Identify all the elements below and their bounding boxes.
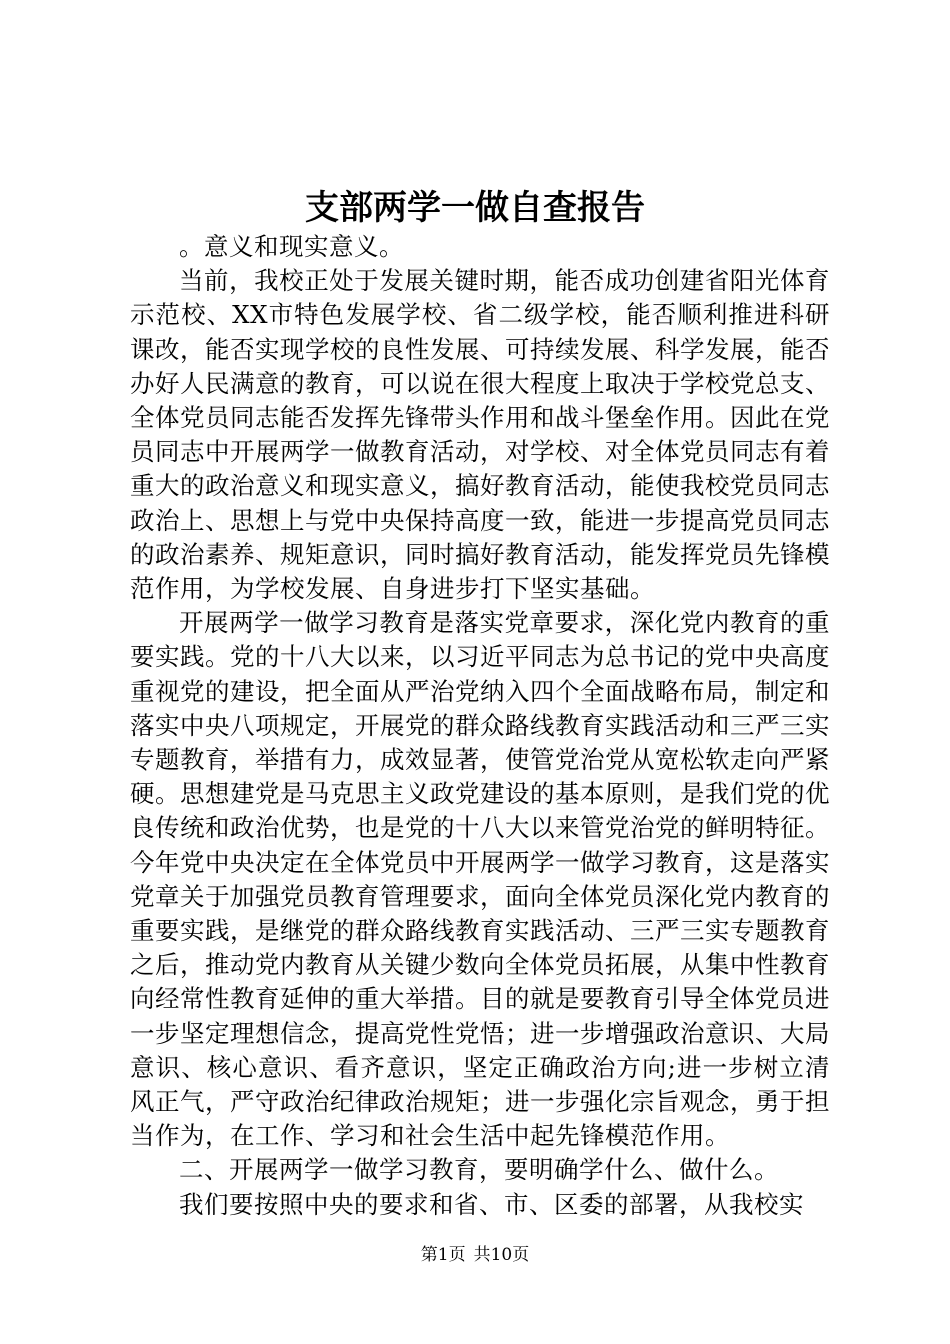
paragraph-1: 。意义和现实意义。 [179, 232, 404, 261]
paragraph-2: 当前，我校正处于发展关键时期，能否成功创建省阳光体育示范校、XX市特色发展学校、省二级学校，能否顺利推进科研课改，能否实现学校的良性发展、可持续发展、科学发展，能否办好人民满意的教育，可以说在很大程度上取决于学校党总支、全体党员同志能否发挥先锋带头作用和战斗堡垒作用。因此在党员同志中开展两学一做教育活动，对学校、对全体党员同志有着重大的政治意义和现实意义，搞好教育活动，能使我校党员同志政治上、思想上与党中央保持高度一致，能进一步提高党员同志的政治素养、规矩意识，同时搞好教育活动，能发挥党员先锋模范作用，为学校发展、自身进步打下坚实基础。 [130, 266, 830, 604]
paragraph-3: 开展两学一做学习教育是落实党章要求，深化党内教育的重要实践。党的十八大以来，以习近平同志为总书记的党中央高度重视党的建设，把全面从严治党纳入四个全面战略布局，制定和落实中央八项规定，开展党的群众路线教育实践活动和三严三实专题教育，举措有力，成效显著，使管党治党从宽松软走向严紧硬。思想建党是马克思主义政党建设的基本原则，是我们党的优良传统和政治优势，也是党的十八大以来管党治党的鲜明特征。今年党中央决定在全体党员中开展两学一做学习教育，这是落实党章关于加强党员教育管理要求，面向全体党员深化党内教育的重要实践，是继党的群众路线教育实践活动、三严三实专题教育之后，推动党内教育从关键少数向全体党员拓展，从集中性教育向经常性教育延伸的重大举措。目的就是要教育引导全体党员进一步坚定理想信念，提高党性党悟；进一步增强政治意识、大局意识、核心意识、看齐意识，坚定正确政治方向;进一步树立清风正气，严守政治纪律政治规矩；进一步强化宗旨观念，勇于担当作为，在工作、学习和社会生活中起先锋模范作用。 [130, 608, 830, 1151]
page-title: 支部两学一做自查报告 [305, 188, 645, 228]
document-body [130, 230, 830, 1222]
page-number: 第1页 [420, 1245, 466, 1265]
page-total: 共10页 [473, 1245, 530, 1265]
paragraph-4: 二、开展两学一做学习教育，要明确学什么、做什么。 [179, 1155, 779, 1185]
page-footer [0, 1243, 950, 1267]
paragraph-5: 我们要按照中央的要求和省、市、区委的部署，从我校实 [179, 1189, 804, 1219]
